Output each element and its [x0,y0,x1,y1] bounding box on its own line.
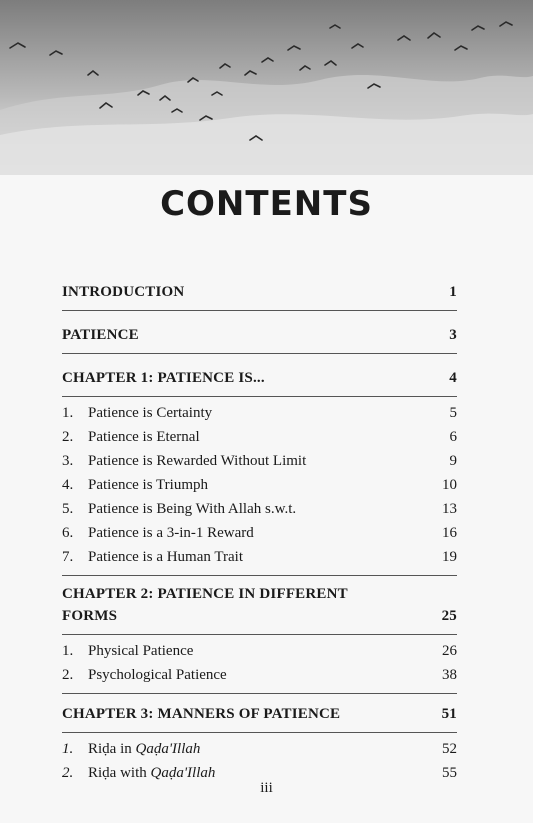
header-sky-illustration [0,0,533,175]
toc-subentry-page: 13 [442,501,457,517]
toc-subentry-page: 26 [442,643,457,659]
toc-subentry-number: 1. [62,405,74,421]
toc-subentry-label: Physical Patience [88,643,194,659]
divider [62,693,457,694]
toc-subentry-label: Patience is Being With Allah s.w.t. [88,501,297,517]
divider [62,353,457,354]
toc-subentry-page: 52 [442,741,457,757]
toc-subentry-page: 55 [442,765,457,781]
toc-subentry[interactable] [62,663,457,687]
divider [62,575,457,576]
toc-subentry-label-connector: in [116,741,136,757]
toc-entry-patience[interactable] [62,325,457,345]
toc-subentry[interactable] [62,449,457,473]
toc-subentry-label-qada: Qaḍa'Illah [150,765,216,781]
toc-subentry-page: 16 [442,525,457,541]
toc-entry-label: PATIENCE [62,327,139,343]
toc-subentry-label-connector: with [116,765,151,781]
divider [62,732,457,733]
toc-subentry-number: 5. [62,501,74,517]
toc-subentry-label: Patience is a Human Trait [88,549,243,565]
toc-subentry-label: Patience is Triumph [88,477,209,493]
toc-entry-chapter-3[interactable] [62,704,457,724]
toc-subentry-number: 2. [62,667,74,683]
toc-subentry-number: 6. [62,525,74,541]
toc-subentry-page: 10 [442,477,457,493]
toc-entry-page: 3 [449,327,457,343]
toc-entry-label: CHAPTER 3: MANNERS OF PATIENCE [62,706,341,722]
page-title: CONTENTS [160,184,373,224]
toc-entry-page: 1 [449,284,457,300]
toc-subentry[interactable] [62,521,457,545]
toc-entry-chapter-2[interactable] [62,584,457,626]
toc-entry-introduction[interactable] [62,282,457,302]
toc-subentry-page: 9 [449,453,457,469]
toc-subentry-label: Psychological Patience [88,667,227,683]
toc-entry-label: CHAPTER 1: PATIENCE IS... [62,370,265,386]
toc-entry-label: CHAPTER 2: PATIENCE IN DIFFERENT [62,586,348,602]
toc-subentry[interactable] [62,425,457,449]
toc-subentry-label: Patience is Certainty [88,405,213,421]
toc-subentry-label: Patience is a 3-in-1 Reward [88,525,254,541]
toc-subentry-page: 6 [449,429,457,445]
toc-subentry-number: 3. [62,453,74,469]
toc-entry-label-continued: FORMS [62,608,118,624]
toc-entry-page: 4 [449,370,457,386]
toc-subentry-number: 2. [62,429,74,445]
table-of-contents [62,282,457,785]
toc-subentry-number: 1. [62,643,74,659]
toc-subentry-label-rida: Riḍa [88,765,117,781]
divider [62,634,457,635]
toc-subentry[interactable] [62,401,457,425]
toc-subentry-page: 5 [449,405,457,421]
toc-subentry[interactable] [62,639,457,663]
toc-subentry-label-qada: Qaḍa'Illah [135,741,201,757]
toc-subentry-label-rida: Riḍa [88,741,117,757]
toc-subentry-number: 1. [62,741,74,757]
divider [62,310,457,311]
toc-subentry-label: Patience is Eternal [88,429,200,445]
toc-entry-page: 51 [441,706,457,722]
toc-subentry-number: 4. [62,477,74,493]
toc-subentry-label: Patience is Rewarded Without Limit [88,453,307,469]
toc-subentry-number: 7. [62,549,74,565]
toc-subentry[interactable] [62,473,457,497]
toc-subentry[interactable] [62,497,457,521]
toc-entry-chapter-1[interactable] [62,368,457,388]
divider [62,396,457,397]
page-number: iii [260,780,273,796]
toc-subentry-page: 19 [442,549,457,565]
toc-entry-page: 25 [441,608,457,624]
toc-subentry[interactable] [62,737,457,761]
toc-subentry-page: 38 [442,667,457,683]
toc-subentry-number: 2. [62,765,74,781]
toc-entry-label: INTRODUCTION [62,284,185,300]
toc-subentry[interactable] [62,545,457,569]
